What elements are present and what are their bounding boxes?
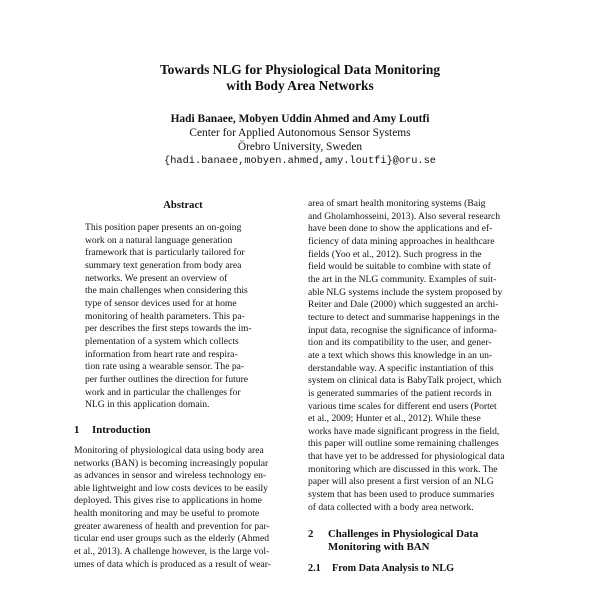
body-line: greater awareness of health and prevention for par- [74, 520, 270, 532]
affiliation: Center for Applied Autonomous Sensor Systems [189, 127, 411, 139]
body-line: this paper will outline some remaining challenges [308, 438, 499, 450]
body-line: various time scales for different end users (Portet [308, 400, 497, 412]
body-line: et al., 2009; Hunter et al., 2012). While these [308, 413, 481, 425]
body-line: area of smart health monitoring systems (Baig [308, 198, 486, 209]
abstract-line: This position paper presents an on-going [85, 222, 242, 233]
section-heading-challenges [308, 528, 528, 554]
body-line: of data collected with a body area network. [308, 501, 474, 513]
author-names: Hadi Banaee, Mobyen Uddin Ahmed and Amy Loutfi [170, 113, 430, 125]
body-line: ate a text which shows this knowledge in an un- [308, 349, 493, 361]
abstract-line: monitoring of health parameters. This pa- [85, 310, 245, 322]
author-email: {hadi.banaee,mobyen.ahmed,amy.loutfi}@oru.se [164, 155, 436, 167]
section-title-line: Monitoring with BAN [328, 541, 430, 554]
body-line: input data, recognise the significance of informa- [308, 324, 497, 336]
paper-title-line: with Body Area Networks [226, 78, 374, 93]
body-line: ticular end user groups such as the elderly (Ahmed [74, 533, 270, 545]
body-line: et al., 2013). A challenge however, is the large vol- [74, 546, 270, 558]
body-line: is generated summaries of the patient records in [308, 387, 492, 399]
body-line: have been done to show the applications and ef- [308, 223, 493, 235]
abstract-line: summary text generation from body area [85, 259, 242, 271]
abstract-line: per further outlines the direction for future [85, 373, 249, 385]
section-heading-introduction [74, 424, 292, 437]
body-line: Reiter and Dale (2000) which suggested an archi- [308, 299, 499, 311]
abstract-line: tion rate using a wearable sensor. The pa- [85, 361, 245, 373]
author-block [0, 112, 600, 168]
subsection-number: 2.1 [308, 563, 321, 575]
section-title-line: Challenges in Physiological Data [328, 528, 479, 541]
paper-title-line: Towards NLG for Physiological Data Monitoring [159, 62, 441, 77]
left-column [74, 200, 292, 571]
abstract-heading: Abstract [163, 200, 203, 211]
abstract-body [85, 222, 281, 412]
section-number: 2 [308, 528, 314, 541]
body-line: Monitoring of physiological data using body area [74, 444, 264, 456]
abstract-line: framework that is particularly tailored for [85, 247, 245, 259]
body-line: paper will also present a first version of an NLG [308, 476, 494, 488]
body-line: field would be suitable to combine with state of [308, 261, 491, 273]
right-column-paragraph [308, 198, 528, 514]
right-column [308, 198, 528, 574]
paper-title [0, 62, 600, 94]
abstract-line: per describes the first steps towards the im- [85, 323, 252, 335]
body-line: fields (Yoo et al., 2012). Such progress in the [308, 248, 482, 260]
abstract-line: work on a natural language generation [85, 234, 233, 246]
institution: Örebro University, Sweden [237, 141, 363, 153]
body-line: and Gholamhosseini, 2013). Also several research [308, 210, 501, 222]
abstract-line: networks. We present an overview of [85, 272, 228, 284]
subsection-heading [308, 563, 528, 574]
section-title [328, 528, 518, 554]
body-line: able NLG systems include the system proposed by [308, 286, 503, 298]
section-title: Introduction [92, 423, 151, 436]
body-line: system on clinical data is BabyTalk project, which [308, 375, 502, 387]
abstract-line: work and in particular the challenges for [85, 386, 241, 398]
introduction-paragraph [74, 445, 292, 572]
body-line: derstandable way. A specific instantiation of this [308, 362, 494, 374]
body-line: as advances in sensor and wireless technology en- [74, 470, 267, 482]
body-line: able lightweight and low costs devices to be easily [74, 482, 268, 494]
section-number: 1 [74, 423, 80, 436]
abstract-line: information from heart rate and respira- [85, 348, 238, 360]
body-line: networks (BAN) is becoming increasingly popular [74, 457, 269, 469]
body-line: works have made significant progress in the field, [308, 425, 500, 437]
body-line: that have yet to be addressed for physiological data [308, 451, 505, 463]
body-line: monitoring which are discussed in this work. The [308, 463, 498, 475]
abstract-line: type of sensor devices used for at home [85, 297, 237, 309]
abstract-line: plementation of a system which collects [85, 335, 239, 347]
body-line: tecture to detect and summarise happenings in the [308, 311, 500, 323]
body-line: ficiency of data mining approaches in healthcare [308, 235, 495, 247]
abstract-line: NLG in this application domain. [85, 399, 210, 411]
body-line: health monitoring and may be useful to promote [74, 508, 260, 520]
body-line: the art in the NLG community. Examples of suit- [308, 273, 497, 285]
body-line: system that has been used to produce summaries [308, 489, 495, 501]
abstract-line: the main challenges when considering this [85, 285, 248, 297]
body-line: deployed. This gives rise to applications in home [74, 495, 262, 507]
body-line: umes of data which is produced as a result of wear- [74, 558, 271, 570]
subsection-title: From Data Analysis to NLG [332, 563, 455, 575]
body-line: tion and its compatibility to the user, and gener- [308, 337, 492, 349]
